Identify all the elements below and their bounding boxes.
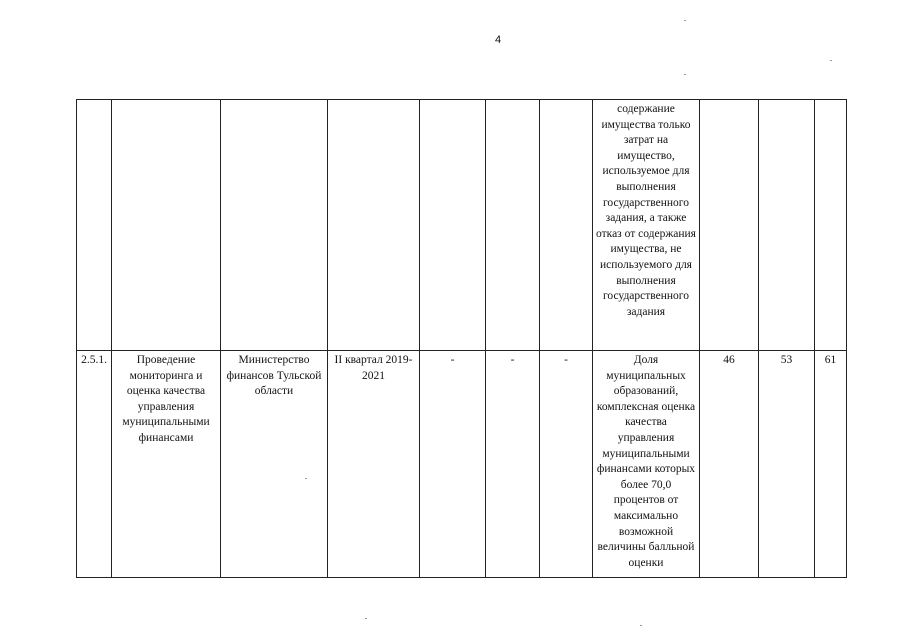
cell-value-1: 46 — [700, 351, 759, 578]
cell-col5: - — [420, 351, 486, 578]
cell-col6 — [486, 100, 540, 351]
scan-speck — [640, 625, 642, 626]
page-number: 4 — [494, 34, 502, 46]
cell-period: II квартал 2019-2021 — [328, 351, 420, 578]
scan-speck — [305, 478, 307, 479]
cell-col5 — [420, 100, 486, 351]
cell-number — [77, 100, 112, 351]
cell-period — [328, 100, 420, 351]
measures-table — [76, 99, 847, 578]
cell-indicator: содержание имущества только затрат на имущество, используемое для выполнения государственного задания, а также отказ от содержания имущества, не используемого для выполнения государственного задания — [593, 100, 700, 351]
scan-speck — [684, 20, 686, 21]
cell-value-3 — [815, 100, 847, 351]
scan-speck — [365, 618, 367, 619]
cell-value-3: 61 — [815, 351, 847, 578]
cell-indicator: Доля муниципальных образований, комплексная оценка качества управления муниципальными финансами которых более 70,0 процентов от максимально возможной величины балльной оценки — [593, 351, 700, 578]
cell-event: Проведение мониторинга и оценка качества управления муниципальными финансами — [112, 351, 221, 578]
cell-executor — [221, 100, 328, 351]
cell-col7 — [540, 100, 593, 351]
cell-col7: - — [540, 351, 593, 578]
table-row — [77, 351, 847, 578]
cell-col6: - — [486, 351, 540, 578]
table-row — [77, 100, 847, 351]
scan-speck — [684, 74, 686, 75]
scan-speck — [830, 60, 832, 61]
cell-value-2 — [759, 100, 815, 351]
cell-event — [112, 100, 221, 351]
cell-executor: Министерство финансов Тульской области — [221, 351, 328, 578]
cell-value-1 — [700, 100, 759, 351]
cell-number: 2.5.1. — [77, 351, 112, 578]
cell-value-2: 53 — [759, 351, 815, 578]
